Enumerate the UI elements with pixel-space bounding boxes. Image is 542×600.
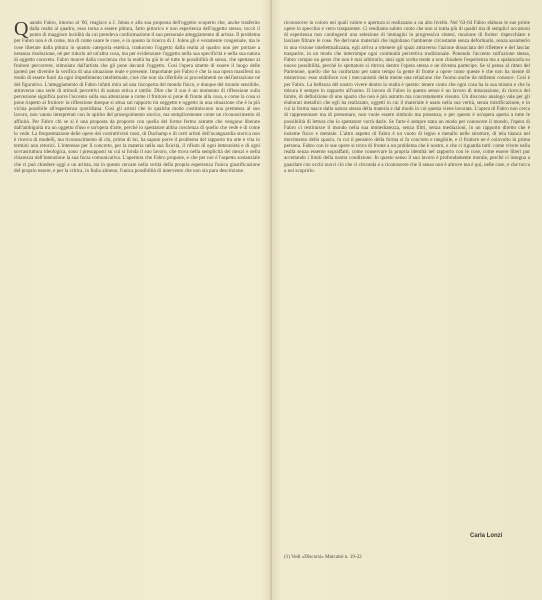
page-fold <box>270 0 272 600</box>
drop-cap: Q <box>14 18 29 40</box>
left-text-column <box>14 20 260 174</box>
right-column-body: riconoscere in coloro nei quali valore e apertura si realizzano a un alto livello. Nel '63-64 Fabro elabora le sue prime opere in specchio e vetro trasparente. Ci rendiamo subito conto che non si tratta più di quadri ma di semplici occasioni di esperienza non contingenti una selezione di immagini in progressiva sintesi, mozione di forme: rispecchiare e lasciare filtrare le cose. Ne derivano materiali che inglobano l'ambiente circostante senza deformarlo, senza assumerlo in una visione intellettualizzata, egli arriva a ottenere gli spazi attraverso l'azione dissociata del riflettere e del lasciar trasparire, in un modo che interrompe ogni continuità percettiva tradizionale. Ponendo l'accento sull'azione stessa, Fabro compie un gesto che non è mai arbitrario, anzi ogni scelta tende a non chiudere l'esperienza ma a spalancarla su nuove possibilità, perché lo spettatore si ritrova dentro l'opera stessa e ne diventa partecipe. Se si pensa al ritmo del Partenone, quello che ha confortato per tanto tempo la gente di fronte a opere come queste è che non ha niente di misterioso: esso stabilisce con i meccanismi della mente una relazione che l'uomo anche da millenni conosce. Così è per Fabro. La bellezza del nostro vivere dentro la realtà è questo: tenere conto che ogni cosa ha la sua misura e che la misura è sempre in rapporto all'uomo. Il lavoro di Fabro in questo senso è un lavoro di misurazione, di ricerca del limite, di definizione di uno spazio che non è più astratto ma concretamente vissuto. Un discorso analogo vale per gli elaborati metallici che egli ha realizzato, oggetti in cui il materiale è usato nella sua verità, senza mistificazione, e in cui la forma nasce dalla natura stessa della materia e dal modo in cui questa viene lavorata. L'opera di Fabro non cerca di rappresentare ma di presentare, non vuole essere simbolo ma presenza, e per questo è un'opera aperta a tutte le possibilità di lettura che lo spettatore vorrà darle. Se l'arte è sempre stata un modo per conoscere il mondo, l'opera di Fabro ci restituisce il mondo nella sua immediatezza, senza filtri, senza mediazioni, in un rapporto diretto che è insieme fisico e mentale. L'altro aspetto di Fabro è un vuoto di legno e metallo nelle strutture, di tela bianca nel movimento dello spazio, in cui il pensiero della forma si fa concreto e tangibile, e il fruitore ne è coinvolto in prima persona. Fabro con le sue opere si trova di fronte a un problema che è nostro, e che ci riguarda tutti: come vivere nella realtà senza esserne sopraffatti, come conservare la propria identità nel rapporto con le cose, come essere liberi pur accettando i limiti della nostra condizione. In questo senso il suo lavoro è profondamente morale, perché ci insegna a guardare con occhi nuovi ciò che ci circonda e a riconoscere che il senso non è altrove ma è qui, nelle cose, e che tocca a noi scoprirlo. <box>284 20 530 174</box>
right-text-column <box>284 20 530 174</box>
author-signature: Carla Lonzi <box>470 533 503 539</box>
left-column-body: uando Fabro, intorno al '60, reagisce a J. Johns e alla sua proposta dell'oggetto scoperto che, anche trasferito dalla realtà al quadro, esso torna a essere pittura, fatto pittorico e non esperienza dell'oggetto stesso, toccò il punto di maggiore lucidità da cui prendeva conformazione il suo personale atteggiamento di artista. Il problema per Fabro non è di come, ma di come usare le cose, e in questo la ricerca di J. Johns gli è veramente congeniale, ma le cose liberate dalla pittura in quanto categoria estetica, traducono l'oggetto dalla realtà al quadro non per portare a nessuna risoluzione, né per ridurlo ad un'altra cosa, ma per evidenziare l'oggetto nella sua specificità e nella sua natura di oggetto concreto. Fabro muove dalla coscienza che la realtà ha già in sé tutte le possibilità di senso, che spettano al fruitore percorrere, stimolato dall'artista che gli pone davanti l'oggetto. Cosi l'opera smette di essere il luogo delle ipotesi per divenire la verifica di una situazione reale e presente. Importante per Fabro è che la sua opera manifesti un modo di essere fuori da ogni impedimento intellettuale, cioè che non sia riferibile ai procedimenti ne dell'astrazione né del figurativo. L'atteggiamento di Fabro infatti mira ad una riscoperta del mondo fisico, e dunque del mondo sensibile, attraverso una serie di stimoli percettivi di natura ottica e tattile. Dire che il suo è un momento di riflessione sulla percezione significa porre l'accento sulla sua attenzione a come il fruitore si pone di fronte alla cosa, e come la cosa si pone rispetto al fruitore: la riflessione dunque si attua sul rapporto tra soggetto e oggetto in una situazione che è la più vicina possibile all'esperienza quotidiana. Così gli artisti che in qualche modo costituiscono una premessa al suo lavoro, non vanno interpretati con lo spirito del proseguimento storico, ma semplicemente come un riconoscimento di affinità. Per Fabro chi se si è una proposta da proporre con quella del forme fermo astratte che vengono liberate dall'ambiguità tra un oggetto d'uso e un'opera d'arte, perché lo spettatore abbia coscienza di quello che vede e di come lo vede. La frequentazione delle opere dei costruttivisti russi, di Duchamp e di certi artisti dell'avanguardia storica non è ricerca di modelli, ma riconoscimento di chi, prima di lui, ha saputo porre il problema del rapporto tra arte e vita in termini non retorici. L'interesse per il concreto, per la materia nella sua fisicità, il rifiuto di ogni letterarietà e di ogni sovrastruttura ideologica, sono i presupposti su cui si fonda il suo lavoro, che trova nella semplicità dei mezzi e nella chiarezza dell'intenzione la sua forza comunicativa. L'apertura che Fabro propone, e che per noi è l'aspetto sostanziale che ci può chiedere oggi a un artista, sta in questo cercare nella verità della propria esperienza l'unica giustificazione del proprio essere, e per la critica, in Italia almeno, l'unica possibilità di intervento che non sia pura descrizione. <box>14 20 260 174</box>
left-paragraph <box>14 20 260 174</box>
footnote: (1) Vedi «Discorsi» Marcatré n. 19-22 <box>284 554 362 560</box>
